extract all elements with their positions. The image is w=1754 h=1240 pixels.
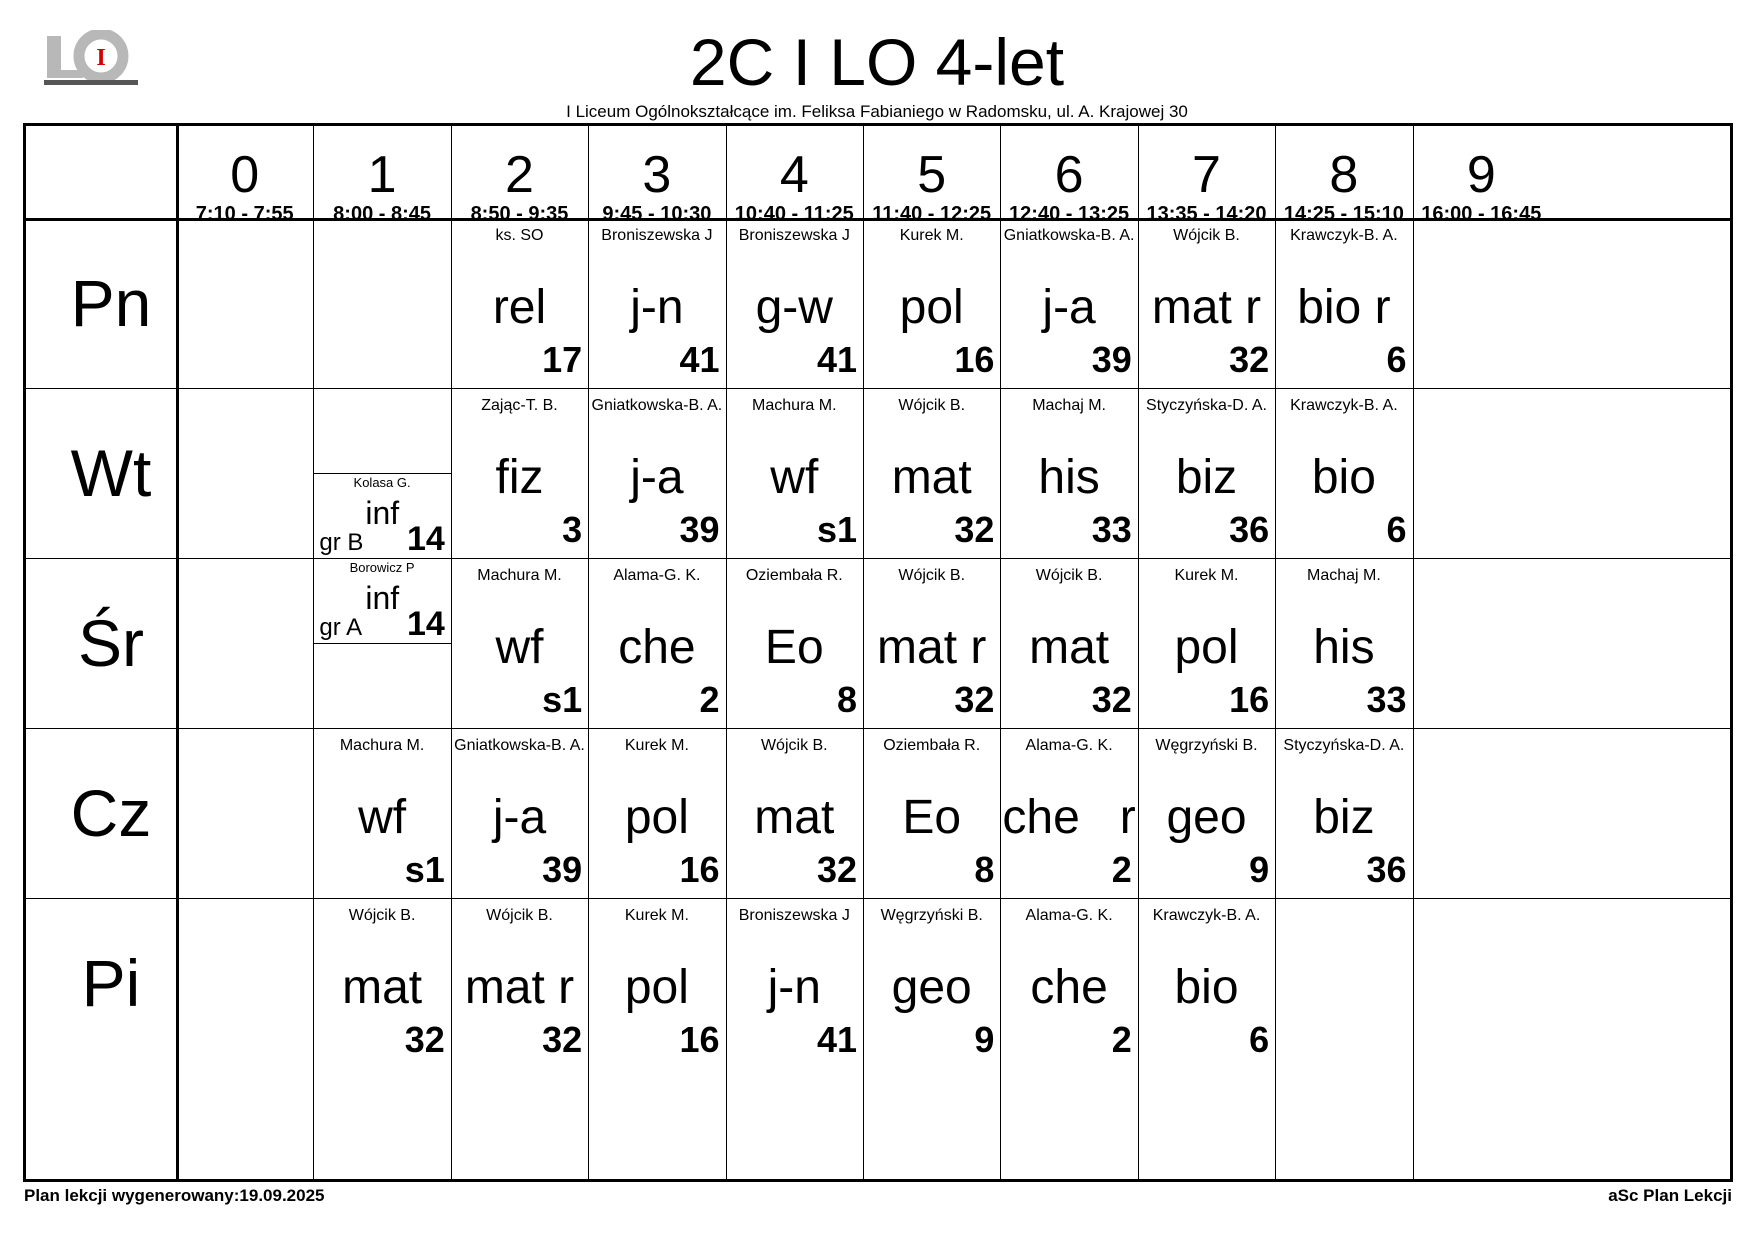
lesson-room: 16 xyxy=(1229,679,1270,720)
lesson-room: 32 xyxy=(542,1019,583,1060)
lesson-cell[interactable] xyxy=(1275,388,1412,558)
split-lesson-gr-a[interactable] xyxy=(313,558,450,643)
lesson-teacher: Wójcik B. xyxy=(348,907,416,924)
lesson-cell[interactable] xyxy=(1000,728,1137,898)
lesson-teacher: Gniatkowska-B. A. xyxy=(1003,227,1135,244)
lesson-cell[interactable] xyxy=(1138,218,1275,388)
lesson-room: 2 xyxy=(1111,849,1132,890)
lesson-subject: mat xyxy=(342,961,423,1014)
lesson-subject: j-a xyxy=(492,791,547,844)
lesson-teacher: Krawczyk-B. A. xyxy=(1290,227,1398,244)
lesson-cell[interactable] xyxy=(1138,388,1275,558)
lesson-teacher: Gniatkowska-B. A. xyxy=(591,397,723,414)
day-label: Pn xyxy=(70,266,152,340)
lesson-room: 36 xyxy=(1366,849,1407,890)
day-label: Śr xyxy=(78,606,144,680)
lesson-cell[interactable] xyxy=(588,218,725,388)
lesson-room: 8 xyxy=(974,849,995,890)
lesson-subject: Eo xyxy=(902,791,962,844)
period-number: 8 xyxy=(1329,146,1359,204)
lesson-room: 14 xyxy=(406,520,445,558)
lesson-cell[interactable] xyxy=(313,728,450,898)
lesson-subject: mat xyxy=(1029,621,1110,674)
lesson-room: 32 xyxy=(1091,679,1132,720)
lesson-room: 32 xyxy=(816,849,857,890)
lesson-room: 17 xyxy=(542,339,583,380)
lesson-group: gr B xyxy=(319,529,364,556)
period-header xyxy=(176,126,313,230)
period-header xyxy=(1000,126,1137,230)
lesson-subject: g-w xyxy=(755,281,833,334)
lesson-cell[interactable] xyxy=(451,898,588,1068)
lesson-cell[interactable] xyxy=(726,388,863,558)
lesson-subject: j-n xyxy=(767,961,821,1014)
lesson-cell[interactable] xyxy=(863,218,1000,388)
lesson-teacher: Węgrzyński B. xyxy=(1155,737,1258,754)
lesson-subject: pol xyxy=(1174,621,1239,674)
split-lesson-gr-b[interactable] xyxy=(313,473,450,558)
period-header xyxy=(313,126,450,230)
period-number: 5 xyxy=(917,146,947,204)
lesson-room: 39 xyxy=(1091,339,1132,380)
lesson-teacher: Machaj M. xyxy=(1306,567,1381,584)
period-time: 13:35 - 14:20 xyxy=(1146,203,1267,225)
lesson-teacher: Styczyńska-D. A. xyxy=(1146,397,1267,414)
lesson-room: 9 xyxy=(974,1019,995,1060)
lesson-teacher: Krawczyk-B. A. xyxy=(1152,907,1261,924)
lesson-subject: pol xyxy=(624,791,689,844)
lesson-teacher: Kurek M. xyxy=(899,227,964,244)
lesson-subject: j-a xyxy=(1042,281,1096,334)
lesson-room: s1 xyxy=(816,509,857,550)
lesson-subject: his xyxy=(1038,451,1100,504)
lesson-subject: pol xyxy=(899,281,964,334)
lesson-subject: his xyxy=(1313,621,1375,674)
period-header xyxy=(588,126,725,230)
lesson-teacher: Borowicz P xyxy=(349,560,415,575)
period-header xyxy=(726,126,863,230)
lesson-room: 3 xyxy=(562,509,583,550)
lesson-room: 36 xyxy=(1229,509,1270,550)
lesson-subject: j-a xyxy=(630,451,684,504)
lesson-room: 2 xyxy=(699,679,720,720)
lesson-teacher: Węgrzyński B. xyxy=(880,907,983,924)
lesson-subject: bio r xyxy=(1297,281,1391,334)
lesson-cell[interactable] xyxy=(451,388,588,558)
lesson-cell[interactable] xyxy=(726,218,863,388)
lesson-teacher: Broniszewska J xyxy=(738,227,850,244)
period-header xyxy=(1138,126,1275,230)
lesson-room: 41 xyxy=(816,1019,857,1060)
lesson-cell[interactable] xyxy=(588,898,725,1068)
lesson-room: 33 xyxy=(1091,509,1132,550)
lesson-cell[interactable] xyxy=(588,388,725,558)
period-header xyxy=(1275,126,1412,230)
timetable-grid xyxy=(23,123,1733,1182)
lesson-teacher: Alama-G. K. xyxy=(1025,737,1113,754)
lesson-cell[interactable] xyxy=(451,558,588,728)
lesson-room: 6 xyxy=(1386,339,1407,380)
lesson-room: 32 xyxy=(1229,339,1270,380)
day-label: Pi xyxy=(81,946,141,1020)
lesson-teacher: Krawczyk-B. A. xyxy=(1290,397,1398,414)
lesson-subject: wf xyxy=(495,621,544,674)
lesson-teacher: Wójcik B. xyxy=(760,737,828,754)
lesson-room: 14 xyxy=(406,605,445,643)
day-label: Cz xyxy=(70,776,152,850)
period-time: 16:00 - 16:45 xyxy=(1421,203,1542,225)
lesson-teacher: Broniszewska J xyxy=(601,227,713,244)
lesson-room: 6 xyxy=(1249,1019,1270,1060)
lesson-cell[interactable] xyxy=(451,728,588,898)
lesson-room: 33 xyxy=(1366,679,1407,720)
lesson-subject: wf xyxy=(770,451,819,504)
day-label: Wt xyxy=(70,436,152,510)
lesson-teacher: Kurek M. xyxy=(624,907,689,924)
period-time: 8:00 - 8:45 xyxy=(333,203,431,225)
lesson-teacher: Machura M. xyxy=(752,397,837,414)
period-number: 4 xyxy=(779,146,809,204)
period-time: 8:50 - 9:35 xyxy=(470,203,569,225)
lesson-teacher: Wójcik B. xyxy=(898,567,966,584)
lesson-subject: bio xyxy=(1311,451,1376,504)
lesson-teacher: Machura M. xyxy=(339,737,425,754)
lesson-teacher: Oziembała R. xyxy=(745,567,843,584)
lesson-teacher: Gniatkowska-B. A. xyxy=(454,737,585,754)
lesson-room: s1 xyxy=(404,849,445,890)
lesson-cell[interactable] xyxy=(1000,898,1137,1068)
lesson-cell[interactable] xyxy=(588,728,725,898)
svg-text:I: I xyxy=(96,45,106,71)
lesson-teacher: Wójcik B. xyxy=(898,397,966,414)
lesson-teacher: Kolasa G. xyxy=(353,475,411,490)
lesson-subject: che xyxy=(618,621,696,674)
period-header xyxy=(1413,126,1550,230)
lesson-cell[interactable] xyxy=(863,728,1000,898)
lesson-cell[interactable] xyxy=(1275,218,1412,388)
lesson-teacher: Alama-G. K. xyxy=(613,567,701,584)
period-number: 2 xyxy=(505,146,534,204)
lesson-cell[interactable] xyxy=(588,558,725,728)
lesson-cell[interactable] xyxy=(1138,898,1275,1068)
lesson-subject: bio xyxy=(1174,961,1239,1014)
lesson-subject: wf xyxy=(358,791,407,844)
period-time: 9:45 - 10:30 xyxy=(602,203,712,225)
lesson-cell[interactable] xyxy=(863,388,1000,558)
period-number: 0 xyxy=(230,146,260,204)
period-header xyxy=(451,126,588,230)
lesson-subject: che xyxy=(1030,961,1108,1014)
lesson-subject: inf xyxy=(365,495,400,531)
lesson-room: 32 xyxy=(954,679,995,720)
lesson-teacher: ks. SO xyxy=(495,227,544,244)
period-time: 11:40 - 12:25 xyxy=(872,203,992,225)
period-number: 6 xyxy=(1054,146,1084,204)
lesson-subject: rel xyxy=(492,281,547,334)
lesson-room: 41 xyxy=(816,339,857,380)
lesson-subject: biz xyxy=(1313,791,1375,844)
grid-column-line xyxy=(1413,126,1414,1179)
lesson-cell[interactable] xyxy=(726,898,863,1068)
lesson-room: 16 xyxy=(679,1019,720,1060)
lesson-teacher: Styczyńska-D. A. xyxy=(1283,737,1405,754)
period-number: 3 xyxy=(642,146,672,204)
lesson-subject: pol xyxy=(624,961,689,1014)
lesson-subject: mat r xyxy=(464,961,575,1014)
generated-date: Plan lekcji wygenerowany:19.09.2025 xyxy=(24,1186,325,1205)
lesson-teacher: Wójcik B. xyxy=(486,907,553,924)
lesson-subject: inf xyxy=(365,580,400,616)
school-name: I Liceum Ogólnokształcące im. Feliksa Fabianiego w Radomsku, ul. A. Krajowej 30 xyxy=(566,102,1188,121)
page-title: 2C I LO 4-let xyxy=(689,25,1065,99)
lesson-cell[interactable] xyxy=(1000,218,1137,388)
lesson-subject: geo xyxy=(891,961,972,1014)
lesson-cell[interactable] xyxy=(726,728,863,898)
lesson-teacher: Broniszewska J xyxy=(738,907,850,924)
lesson-subject: mat r xyxy=(1151,281,1262,334)
lesson-room: 32 xyxy=(404,1019,445,1060)
lesson-room: 39 xyxy=(542,849,583,890)
period-time: 12:40 - 13:25 xyxy=(1009,203,1130,225)
lesson-teacher: Wójcik B. xyxy=(1035,567,1103,584)
lesson-subject: fiz xyxy=(495,451,544,504)
lesson-cell[interactable] xyxy=(1138,558,1275,728)
lesson-group: gr A xyxy=(319,614,363,641)
period-time: 10:40 - 11:25 xyxy=(734,203,854,225)
lesson-room: 6 xyxy=(1386,509,1407,550)
lesson-cell[interactable] xyxy=(1138,728,1275,898)
lesson-teacher: Zając-T. B. xyxy=(481,397,558,414)
lesson-teacher: Alama-G. K. xyxy=(1025,907,1113,924)
lesson-room: 9 xyxy=(1249,849,1270,890)
lesson-subject: j-n xyxy=(630,281,684,334)
lesson-cell[interactable] xyxy=(313,898,450,1068)
lesson-room: s1 xyxy=(542,679,583,720)
lesson-teacher: Kurek M. xyxy=(624,737,689,754)
lesson-room: 16 xyxy=(679,849,720,890)
lesson-cell[interactable] xyxy=(1275,558,1412,728)
split-divider xyxy=(313,643,450,644)
period-time: 7:10 - 7:55 xyxy=(195,203,294,225)
lesson-subject: geo xyxy=(1166,791,1247,844)
lesson-subject: biz xyxy=(1175,451,1238,504)
lesson-cell[interactable] xyxy=(1275,728,1412,898)
lesson-room: 41 xyxy=(679,339,720,380)
period-number: 9 xyxy=(1466,146,1496,204)
lesson-subject: mat xyxy=(754,791,835,844)
lesson-cell[interactable] xyxy=(451,218,588,388)
period-header xyxy=(863,126,1000,230)
lesson-room: 39 xyxy=(679,509,720,550)
software-credit: aSc Plan Lekcji xyxy=(1608,1186,1732,1205)
lesson-room: 16 xyxy=(954,339,995,380)
lesson-cell[interactable] xyxy=(863,558,1000,728)
lesson-teacher: Wójcik B. xyxy=(1173,227,1240,244)
lesson-cell[interactable] xyxy=(726,558,863,728)
lesson-teacher: Oziembała R. xyxy=(883,737,981,754)
lesson-subject: mat xyxy=(891,451,972,504)
lesson-cell[interactable] xyxy=(1000,558,1137,728)
lesson-subject: Eo xyxy=(764,621,824,674)
period-number: 1 xyxy=(367,146,397,204)
lesson-room: 2 xyxy=(1111,1019,1132,1060)
lesson-subject: mat r xyxy=(877,621,987,674)
lesson-cell[interactable] xyxy=(863,898,1000,1068)
lesson-room: 8 xyxy=(836,679,857,720)
lesson-room: 32 xyxy=(954,509,995,550)
period-number: 7 xyxy=(1192,146,1221,204)
lesson-teacher: Machaj M. xyxy=(1032,397,1106,414)
period-time: 14:25 - 15:10 xyxy=(1283,203,1404,225)
lesson-cell[interactable] xyxy=(1000,388,1137,558)
lesson-teacher: Machura M. xyxy=(477,567,562,584)
lesson-subject: che r xyxy=(1002,791,1136,844)
lesson-teacher: Kurek M. xyxy=(1174,567,1239,584)
